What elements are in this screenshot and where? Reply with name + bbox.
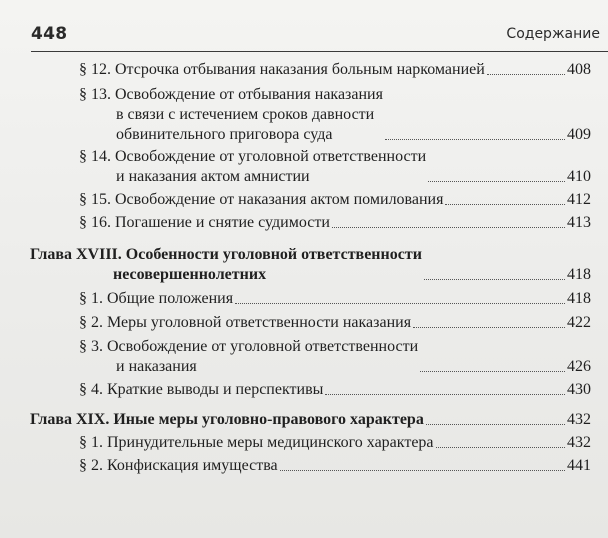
toc-entry-section-12 — [79, 60, 591, 80]
toc-entry-title: § 2. Меры уголовной ответственности наказания — [79, 314, 412, 331]
toc-entry-page: 432 — [567, 411, 591, 428]
toc-entry-section-1 — [79, 289, 591, 309]
toc-entry-title: § 3. Освобождение от уголовной ответственности — [79, 338, 419, 355]
dot-leader — [445, 204, 565, 205]
toc-entry-title-cont: и наказания актом амнистии — [116, 168, 310, 185]
dot-leader — [280, 470, 565, 471]
toc-entry-page: 410 — [567, 168, 591, 185]
toc-entry-page: 432 — [567, 434, 591, 451]
toc-entry-title: § 13. Освобождение от отбывания наказания — [79, 86, 383, 103]
chapter-title: Глава XIX. Иные меры уголовно-правового характера — [30, 411, 424, 428]
toc-entry-section-16 — [79, 213, 591, 233]
dot-leader — [426, 424, 565, 425]
toc-entry-title: § 12. Отсрочка отбывания наказания больным наркоманией — [79, 61, 485, 78]
toc-entry-page: 409 — [567, 126, 591, 143]
dot-leader — [235, 303, 565, 304]
toc-entry-title-cont: обвинительного приговора суда — [116, 126, 333, 143]
toc-entry-title: § 1. Принудительные меры медицинского характера — [79, 434, 434, 451]
toc-chapter-18 — [30, 245, 591, 285]
toc-entry-title: § 1. Общие положения — [79, 290, 234, 307]
toc-entry-title: § 4. Краткие выводы и перспективы — [79, 381, 324, 398]
toc-entry-section-4 — [79, 380, 591, 400]
toc-entry-page: 413 — [567, 214, 591, 231]
page-header — [31, 24, 600, 46]
toc-entry-section-1-medical — [79, 433, 591, 453]
toc-entry-section-3 — [79, 337, 591, 377]
toc-entry-page: 441 — [567, 457, 591, 474]
toc-chapter-19 — [30, 410, 591, 430]
toc-entry-page: 412 — [567, 191, 591, 208]
toc-entry-page: 422 — [567, 314, 591, 331]
toc-entry-title: § 2. Конфискация имущества — [79, 457, 278, 474]
page-number: 448 — [31, 24, 68, 44]
toc-entry-title: § 16. Погашение и снятие судимости — [79, 214, 330, 231]
toc-entry-title: § 14. Освобождение от уголовной ответственности — [79, 148, 427, 165]
dot-leader — [436, 447, 565, 448]
toc-entry-section-2 — [79, 313, 591, 333]
toc-entry-page: 426 — [567, 358, 591, 375]
dot-leader — [325, 394, 565, 395]
dot-leader — [385, 139, 565, 140]
chapter-title: Глава XVIII. Особенности уголовной ответственности — [30, 246, 422, 263]
dot-leader — [332, 227, 565, 228]
toc-entry-page: 408 — [567, 61, 591, 78]
toc-entry-page: 418 — [567, 266, 591, 283]
toc-entry-section-15 — [79, 190, 591, 210]
dot-leader — [428, 181, 565, 182]
running-head: Содержание — [506, 26, 600, 42]
toc-entry-section-14 — [79, 147, 591, 187]
toc-entry-section-2-confiscation — [79, 456, 591, 476]
toc-entry-title-cont: в связи с истечением сроков давности — [116, 106, 375, 123]
toc-entry-page: 418 — [567, 290, 591, 307]
toc-entry-section-13 — [79, 85, 591, 145]
dot-leader — [424, 279, 565, 280]
dot-leader — [487, 74, 565, 75]
toc-entry-title: § 15. Освобождение от наказания актом помилования — [79, 191, 444, 208]
dot-leader — [413, 327, 565, 328]
chapter-title-cont: несовершеннолетних — [113, 266, 267, 283]
toc-entry-title-cont: и наказания — [116, 358, 197, 375]
dot-leader — [420, 371, 565, 372]
toc-entry-page: 430 — [567, 381, 591, 398]
header-rule — [31, 51, 608, 52]
